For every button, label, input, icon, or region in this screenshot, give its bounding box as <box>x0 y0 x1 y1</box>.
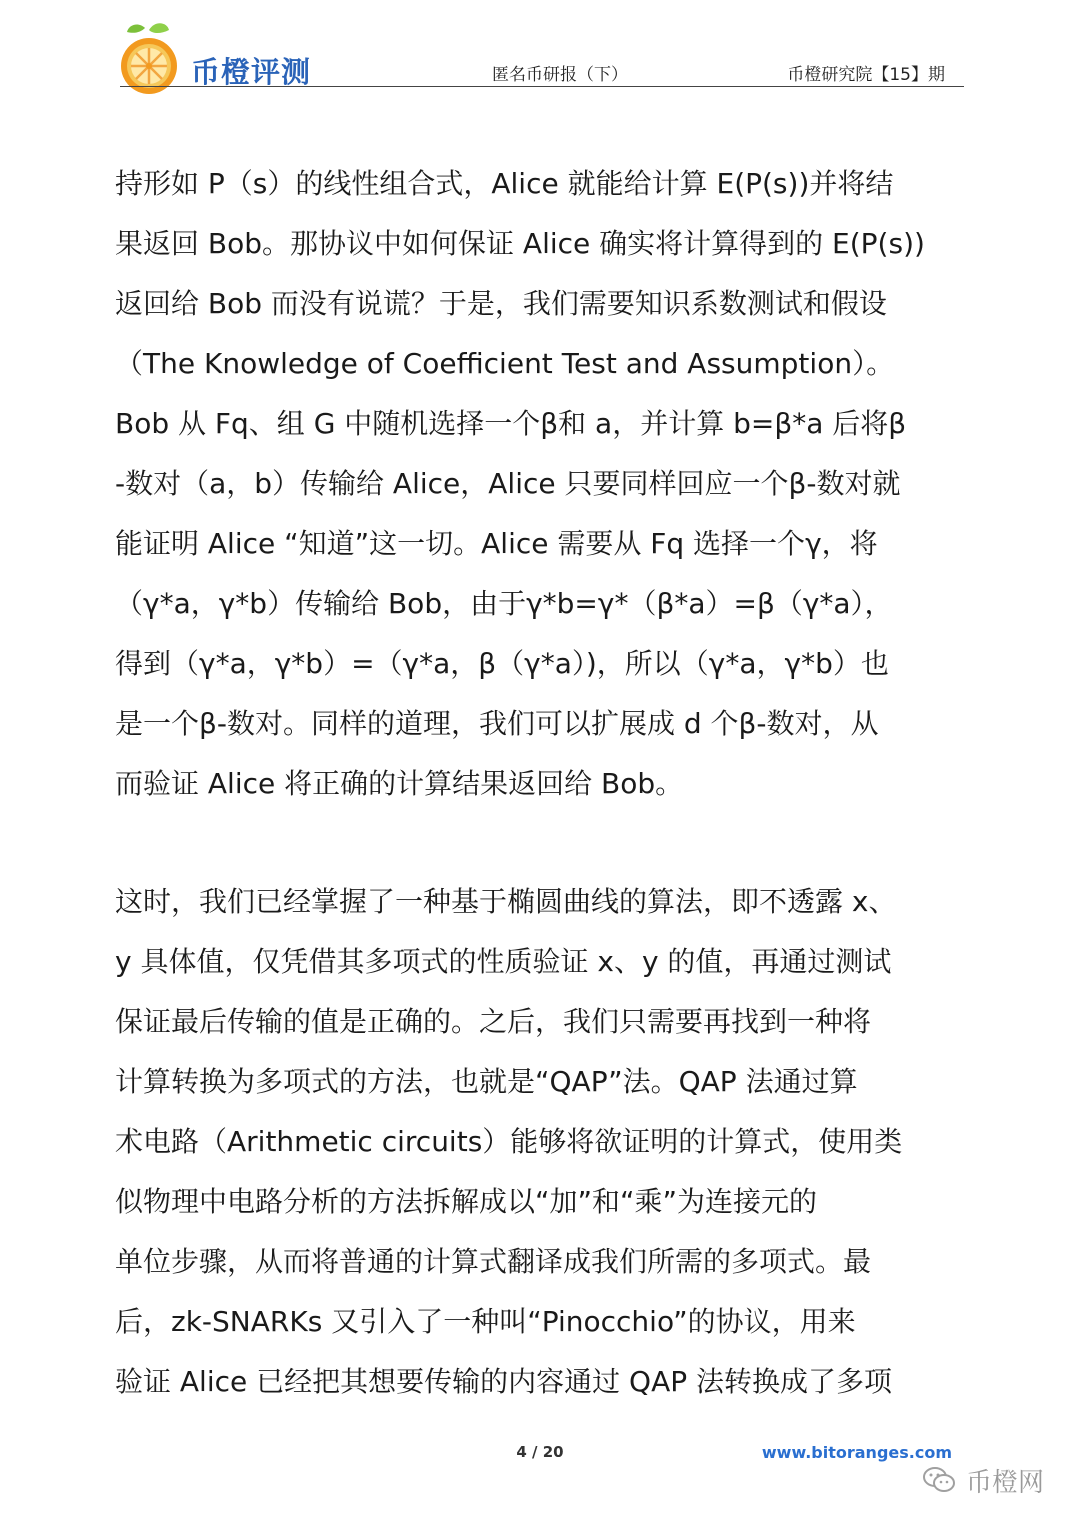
page-header <box>115 20 965 90</box>
logo-text: 币橙评测 <box>191 55 312 89</box>
text-line: -数对（a，b）传输给 Alice，Alice 只要同样回应一个β-数对就 <box>115 467 901 500</box>
text-line: 验证 Alice 已经把其想要传输的内容通过 QAP 法转换成了多项 <box>115 1365 893 1398</box>
header-divider <box>120 86 964 87</box>
text-line: 似物理中电路分析的方法拆解成以“加”和“乘”为连接元的 <box>115 1185 818 1218</box>
text-line: 这时，我们已经掌握了一种基于椭圆曲线的算法，即不透露 x、 <box>115 885 897 918</box>
wechat-watermark <box>922 1462 1044 1498</box>
text-line: y 具体值，仅凭借其多项式的性质验证 x、y 的值，再通过测试 <box>115 945 892 978</box>
text-line: 得到（γ*a，γ*b）=（γ*a，β（γ*a）)，所以（γ*a，γ*b）也 <box>115 647 889 680</box>
text-line: （γ*a，γ*b）传输给 Bob，由于γ*b=γ*（β*a）=β（γ*a）， <box>115 587 893 620</box>
issue-label: 币橙研究院【15】期 <box>787 65 945 85</box>
text-line: （The Knowledge of Coefficient Test and Assumption）。 <box>115 347 895 380</box>
paragraph-2 <box>115 872 965 1412</box>
text-line: 持形如 P（s）的线性组合式，Alice 就能给计算 E(P(s))并将结 <box>115 167 894 200</box>
watermark-text: 币橙网 <box>965 1467 1044 1498</box>
text-line: 而验证 Alice 将正确的计算结果返回给 Bob。 <box>115 767 684 800</box>
text-line: 是一个β-数对。同样的道理，我们可以扩展成 d 个β-数对，从 <box>115 707 879 740</box>
report-title: 匿名币研报（下） <box>492 65 628 85</box>
page-number: 4 / 20 <box>516 1443 564 1461</box>
text-line: 返回给 Bob 而没有说谎？于是，我们需要知识系数测试和假设 <box>115 287 887 320</box>
wechat-icon <box>922 1465 956 1495</box>
text-line: 果返回 Bob。那协议中如何保证 Alice 确实将计算得到的 E(P(s)) <box>115 227 925 260</box>
text-line: 单位步骤，从而将普通的计算式翻译成我们所需的多项式。最 <box>115 1245 872 1278</box>
text-line: 保证最后传输的值是正确的。之后，我们只需要再找到一种将 <box>115 1005 872 1038</box>
text-line: 能证明 Alice “知道”这一切。Alice 需要从 Fq 选择一个γ，将 <box>115 527 878 560</box>
orange-logo-icon <box>115 20 195 100</box>
text-line: Bob 从 Fq、组 G 中随机选择一个β和 a，并计算 b=β*a 后将β <box>115 407 907 440</box>
text-line: 计算转换为多项式的方法，也就是“QAP”法。QAP 法通过算 <box>115 1065 858 1098</box>
text-line: 术电路（Arithmetic circuits）能够将欲证明的计算式，使用类 <box>115 1125 903 1158</box>
paragraph-1 <box>115 154 965 814</box>
website-link[interactable]: www.bitoranges.com <box>761 1443 952 1462</box>
document-body <box>115 154 965 1412</box>
brand-logo <box>115 20 315 100</box>
text-line: 后，zk-SNARKs 又引入了一种叫“Pinocchio”的协议，用来 <box>115 1305 856 1338</box>
